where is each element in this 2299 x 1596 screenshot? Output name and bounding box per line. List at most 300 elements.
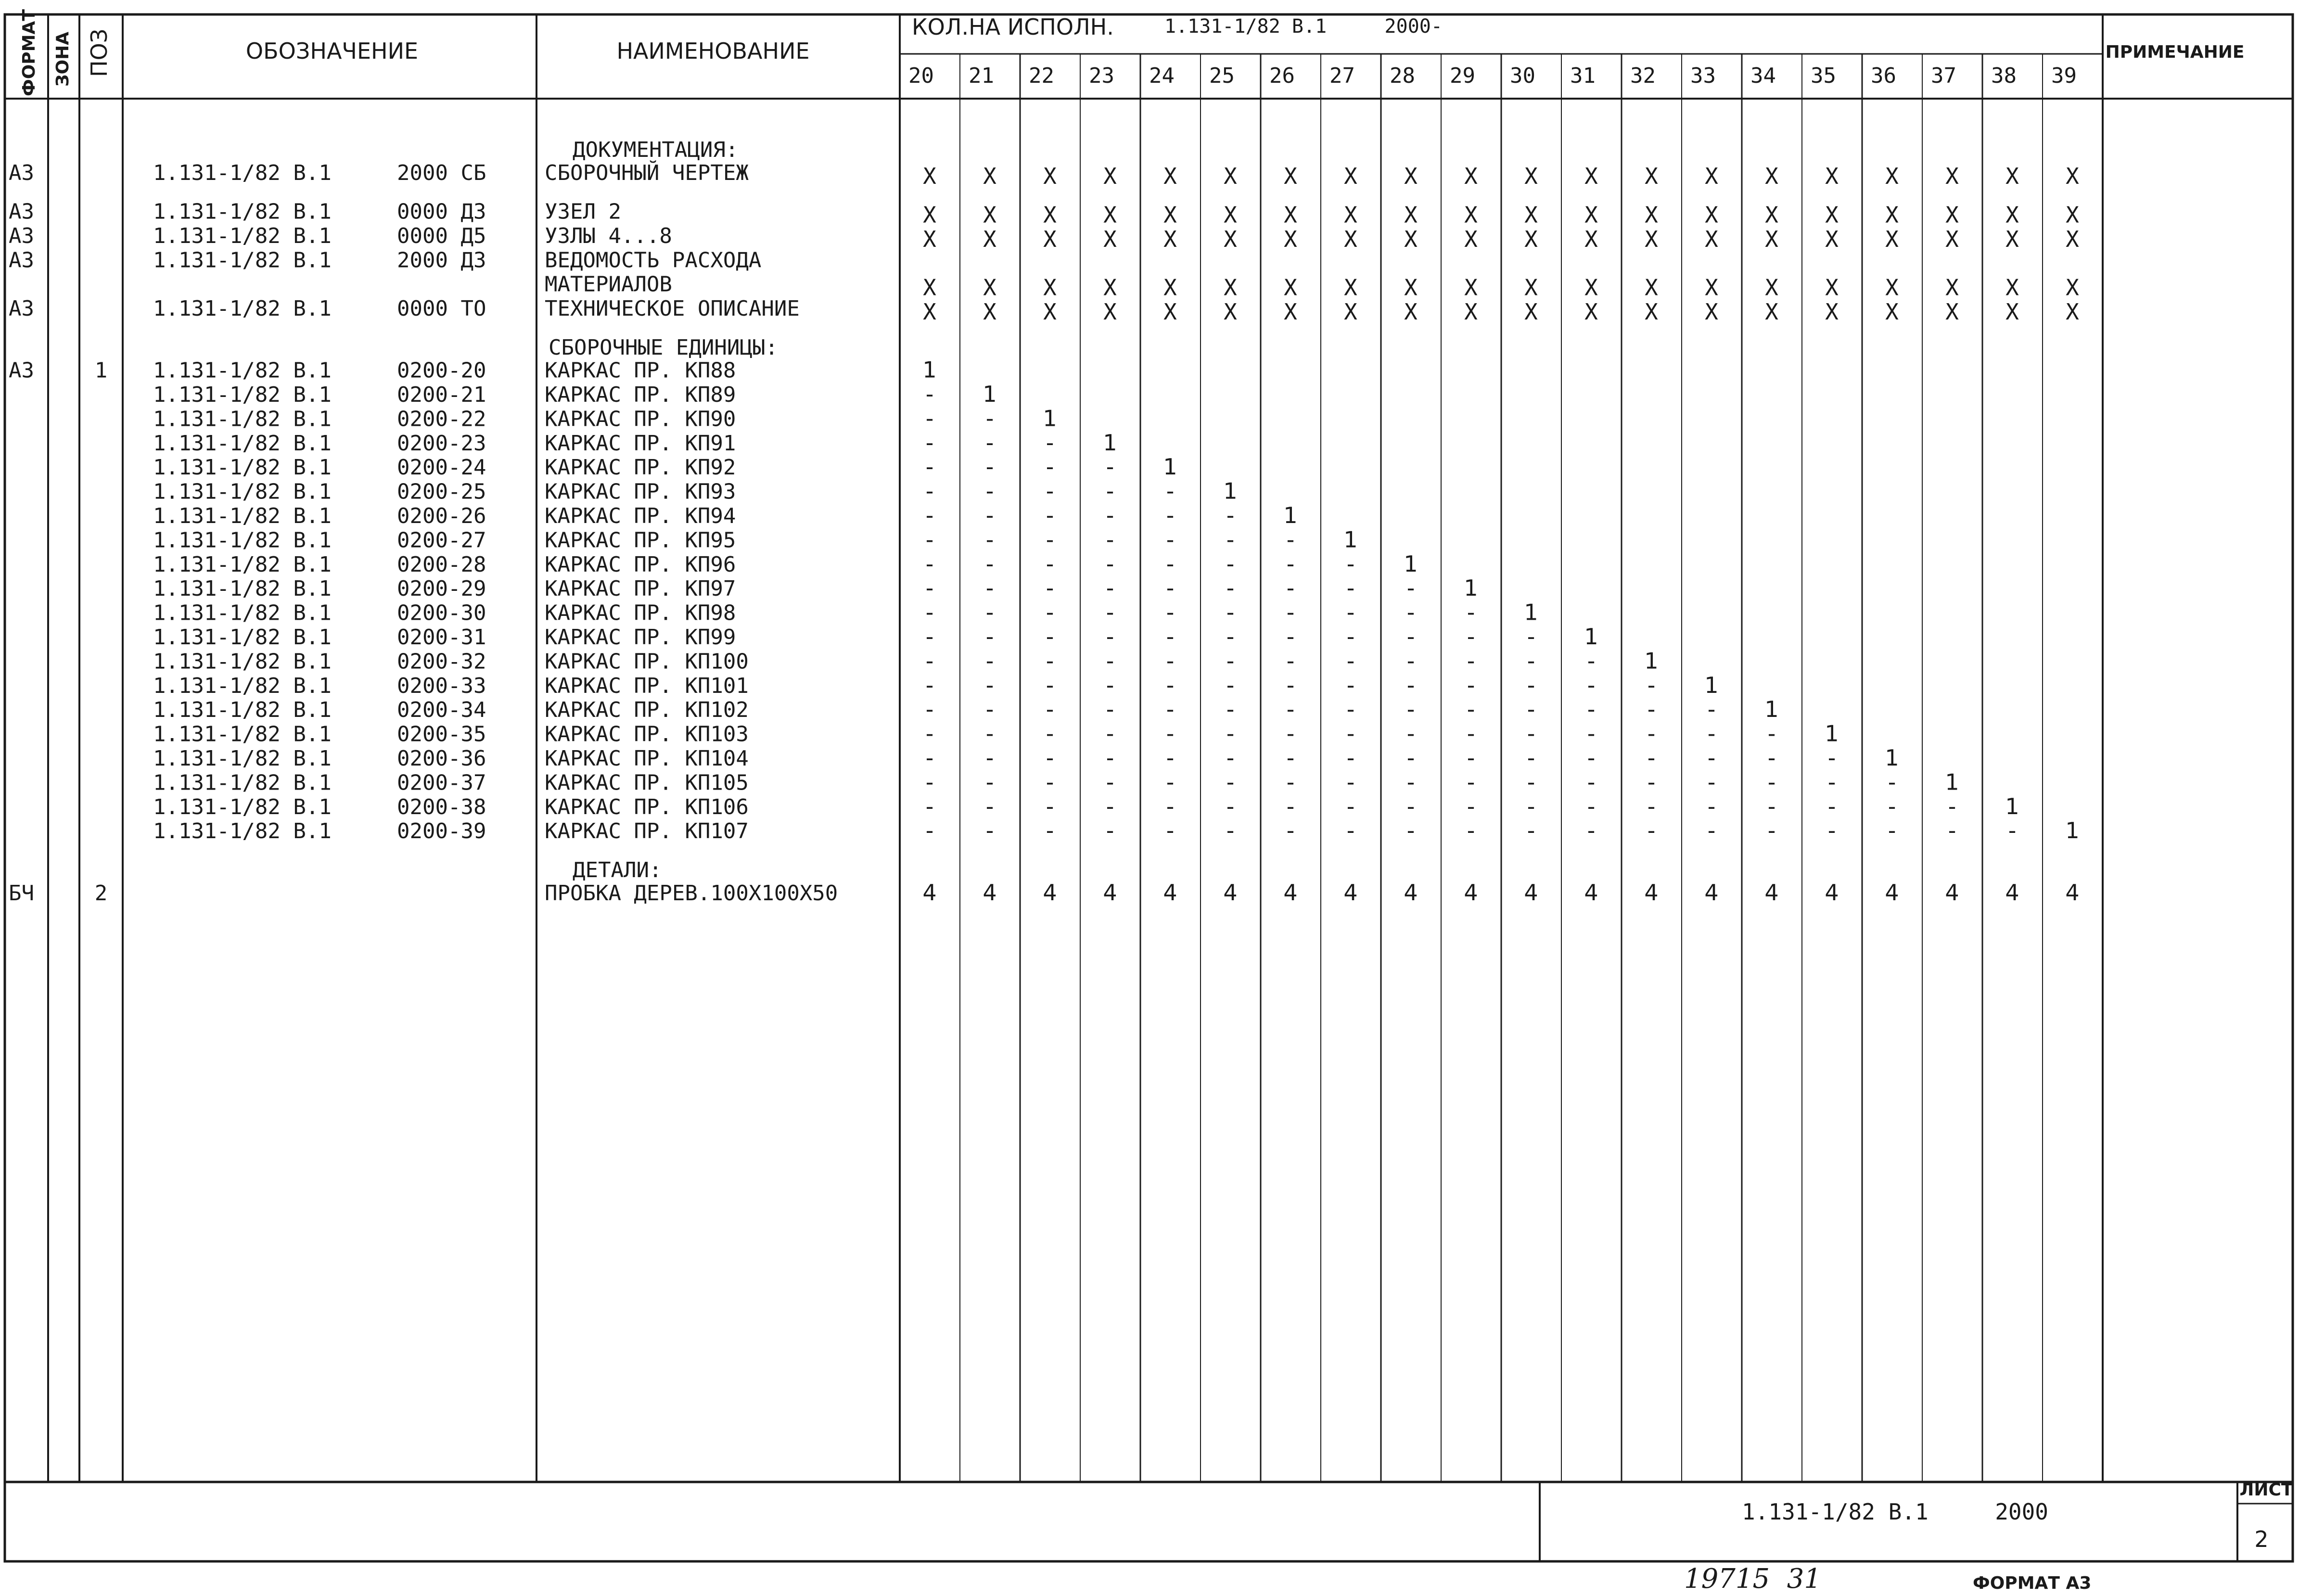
header-note: ПРИМЕЧАНИЕ xyxy=(2105,42,2245,62)
row-designation: 1.131-1/82 В.1 xyxy=(153,296,332,321)
qty-cell: - xyxy=(1226,769,1235,795)
qty-cell: X xyxy=(1645,226,1658,252)
qty-cell: 4 xyxy=(983,879,997,906)
qty-cell: 1 xyxy=(1885,745,1899,771)
qty-cell: - xyxy=(1827,793,1836,819)
row-code: 0200-30 xyxy=(397,600,486,626)
qty-cell: - xyxy=(1406,769,1415,795)
section-heading: СБОРОЧНЫЕ ЕДИНИЦЫ: xyxy=(549,335,778,360)
qty-cell: - xyxy=(1647,769,1656,795)
qty-cell: - xyxy=(1046,526,1054,553)
qty-cell: - xyxy=(1106,793,1114,819)
qty-cell: - xyxy=(1166,745,1175,771)
qty-cell: - xyxy=(1046,793,1054,819)
qty-cell: - xyxy=(1707,720,1716,747)
qty-cell: - xyxy=(985,648,994,674)
qty-cell: 4 xyxy=(1043,879,1057,906)
qty-cell: 4 xyxy=(1584,879,1598,906)
row-code: 0200-38 xyxy=(397,794,486,819)
qty-cell: - xyxy=(1467,672,1475,698)
qty-cell: X xyxy=(1344,202,1357,228)
variant-header: 35 xyxy=(1811,64,1836,88)
qty-cell: X xyxy=(2066,202,2079,228)
qty-cell: X xyxy=(1043,226,1057,252)
qty-cell: X xyxy=(1645,299,1658,325)
qty-cell: - xyxy=(1888,769,1896,795)
qty-cell: X xyxy=(1945,163,1959,189)
row-name: КАРКАС ПР. КП93 xyxy=(545,479,736,504)
qty-cell: - xyxy=(1226,599,1235,626)
qty-cell: 1 xyxy=(1343,526,1358,553)
row-name: КАРКАС ПР. КП99 xyxy=(545,625,736,650)
qty-cell: - xyxy=(985,478,994,504)
qty-cell: X xyxy=(923,299,936,325)
row-code: 0200-23 xyxy=(397,431,486,456)
table-row xyxy=(9,160,2079,189)
qty-cell: X xyxy=(2005,202,2019,228)
qty-cell: - xyxy=(1226,672,1235,698)
qty-cell: - xyxy=(1707,745,1716,771)
qty-cell: - xyxy=(1046,429,1054,456)
qty-cell: 4 xyxy=(1945,879,1959,906)
qty-cell: 4 xyxy=(2065,879,2080,906)
qty-cell: - xyxy=(985,745,994,771)
qty-cell: - xyxy=(1707,817,1716,844)
qty-cell: X xyxy=(1885,202,1899,228)
qty-cell: - xyxy=(1226,720,1235,747)
header-qty-label: КОЛ.НА ИСПОЛН. xyxy=(912,14,1114,40)
qty-cell: 1 xyxy=(1223,478,1238,504)
qty-cell: - xyxy=(1166,720,1175,747)
qty-cell: - xyxy=(1046,502,1054,529)
qty-cell: - xyxy=(925,478,934,504)
qty-cell: - xyxy=(925,502,934,529)
qty-cell: - xyxy=(925,696,934,723)
row-code: 0200-24 xyxy=(397,455,486,480)
qty-cell: - xyxy=(925,648,934,674)
qty-cell: - xyxy=(925,793,934,819)
qty-cell: - xyxy=(1166,550,1175,577)
qty-cell: - xyxy=(1346,599,1355,626)
qty-cell: X xyxy=(1043,163,1057,189)
qty-cell: - xyxy=(1046,817,1054,844)
qty-cell: X xyxy=(2066,299,2079,325)
row-designation: 1.131-1/82 В.1 xyxy=(153,504,332,529)
qty-cell: - xyxy=(1106,745,1114,771)
qty-cell: X xyxy=(1043,202,1057,228)
qty-cell: - xyxy=(1046,745,1054,771)
qty-cell: - xyxy=(1046,696,1054,723)
row-designation: 1.131-1/82 В.1 xyxy=(153,746,332,771)
qty-cell: X xyxy=(1404,299,1418,325)
qty-cell: - xyxy=(1647,696,1656,723)
header-format: ФОРМАТ xyxy=(19,9,39,96)
qty-cell: - xyxy=(925,526,934,553)
qty-cell: 4 xyxy=(1283,879,1298,906)
qty-cell: X xyxy=(1284,226,1297,252)
qty-cell: - xyxy=(1527,769,1535,795)
qty-cell: - xyxy=(1527,793,1535,819)
qty-cell: - xyxy=(1286,648,1295,674)
qty-cell: X xyxy=(923,274,936,301)
qty-cell: - xyxy=(925,720,934,747)
row-name: КАРКАС ПР. КП107 xyxy=(545,819,749,844)
qty-cell: - xyxy=(1406,624,1415,650)
qty-cell: - xyxy=(1406,793,1415,819)
qty-cell: X xyxy=(1344,163,1357,189)
row-name: МАТЕРИАЛОВ xyxy=(545,272,672,297)
qty-cell: - xyxy=(1226,624,1235,650)
row-code: 0200-33 xyxy=(397,673,486,698)
qty-cell: X xyxy=(1765,163,1778,189)
qty-cell: 1 xyxy=(2065,817,2080,844)
row-name: ПРОБКА ДЕРЕВ.100Х100Х50 xyxy=(545,881,838,906)
qty-cell: X xyxy=(1705,226,1718,252)
qty-cell: - xyxy=(1286,550,1295,577)
header-zone: ЗОНА xyxy=(53,31,73,87)
qty-cell: 4 xyxy=(1163,879,1177,906)
qty-cell: - xyxy=(1346,745,1355,771)
variant-header: 34 xyxy=(1750,64,1776,88)
row-pos: 1 xyxy=(94,358,108,383)
variant-header: 31 xyxy=(1570,64,1596,88)
variant-header: 33 xyxy=(1690,64,1716,88)
qty-cell: X xyxy=(1765,226,1778,252)
row-code: 0200-34 xyxy=(397,698,486,723)
qty-cell: - xyxy=(985,672,994,698)
row-code: 0000 Д5 xyxy=(397,223,486,248)
qty-cell: - xyxy=(1527,624,1535,650)
qty-cell: X xyxy=(923,163,936,189)
qty-cell: X xyxy=(1103,226,1117,252)
qty-cell: - xyxy=(1106,720,1114,747)
qty-cell: - xyxy=(1166,478,1175,504)
qty-cell: 1 xyxy=(1584,624,1598,650)
qty-cell: - xyxy=(1106,502,1114,529)
qty-cell: - xyxy=(925,405,934,432)
qty-cell: - xyxy=(1166,526,1175,553)
qty-cell: X xyxy=(1464,163,1478,189)
table-row xyxy=(9,296,2079,325)
qty-cell: X xyxy=(1163,226,1177,252)
qty-cell: 1 xyxy=(983,381,997,408)
qty-cell: - xyxy=(1046,769,1054,795)
variant-header: 22 xyxy=(1029,64,1054,88)
qty-cell: - xyxy=(1587,696,1596,723)
qty-cell: 4 xyxy=(1825,879,1839,906)
qty-cell: - xyxy=(985,550,994,577)
qty-cell: - xyxy=(1166,672,1175,698)
qty-cell: X xyxy=(2005,163,2019,189)
qty-cell: - xyxy=(925,454,934,480)
header-name: НАИМЕНОВАНИЕ xyxy=(616,38,810,64)
row-format: А3 xyxy=(9,223,34,248)
qty-cell: - xyxy=(1767,817,1776,844)
qty-cell: X xyxy=(1765,202,1778,228)
row-name: КАРКАС ПР. КП102 xyxy=(545,698,749,723)
row-designation: 1.131-1/82 В.1 xyxy=(153,223,332,248)
qty-cell: - xyxy=(1467,648,1475,674)
title-sheet-label: ЛИСТ xyxy=(2239,1480,2293,1500)
qty-cell: - xyxy=(1046,648,1054,674)
qty-cell: - xyxy=(1346,696,1355,723)
qty-cell: X xyxy=(1224,163,1237,189)
section-heading: ДЕТАЛИ: xyxy=(573,857,662,882)
row-designation: 1.131-1/82 В.1 xyxy=(153,649,332,674)
qty-cell: - xyxy=(1286,599,1295,626)
qty-cell: X xyxy=(1825,274,1839,301)
row-designation: 1.131-1/82 В.1 xyxy=(153,698,332,723)
row-name: ТЕХНИЧЕСКОЕ ОПИСАНИЕ xyxy=(545,296,800,321)
variant-header: 36 xyxy=(1871,64,1896,88)
section-heading: ДОКУМЕНТАЦИЯ: xyxy=(573,138,739,162)
qty-cell: X xyxy=(1043,299,1057,325)
qty-cell: - xyxy=(1046,624,1054,650)
row-code: 0200-37 xyxy=(397,770,486,795)
qty-cell: X xyxy=(1945,299,1959,325)
qty-cell: - xyxy=(925,672,934,698)
qty-cell: - xyxy=(1406,696,1415,723)
qty-cell: X xyxy=(1404,163,1418,189)
qty-cell: - xyxy=(1286,817,1295,844)
variant-header: 24 xyxy=(1149,64,1175,88)
row-name: КАРКАС ПР. КП98 xyxy=(545,600,736,626)
qty-cell: - xyxy=(1467,720,1475,747)
qty-cell: - xyxy=(1587,817,1596,844)
qty-cell: X xyxy=(1705,274,1718,301)
qty-cell: - xyxy=(1406,745,1415,771)
qty-cell: - xyxy=(985,454,994,480)
qty-cell: - xyxy=(1166,575,1175,601)
qty-cell: X xyxy=(1163,202,1177,228)
row-format: А3 xyxy=(9,248,34,273)
qty-cell: - xyxy=(2008,817,2017,844)
row-code: 0200-32 xyxy=(397,649,486,674)
qty-cell: X xyxy=(1163,163,1177,189)
row-name: КАРКАС ПР. КП91 xyxy=(545,431,736,456)
row-code: 0000 Д3 xyxy=(397,199,486,224)
qty-cell: - xyxy=(985,769,994,795)
variant-header: 38 xyxy=(1991,64,2017,88)
header-qty-code: 1.131-1/82 В.1 2000- xyxy=(1164,15,1443,38)
qty-cell: - xyxy=(925,624,934,650)
qty-cell: - xyxy=(1827,769,1836,795)
row-name: КАРКАС ПР. КП96 xyxy=(545,552,736,577)
qty-cell: - xyxy=(1346,817,1355,844)
qty-cell: - xyxy=(1467,624,1475,650)
qty-cell: X xyxy=(983,163,996,189)
qty-cell: - xyxy=(1767,720,1776,747)
qty-cell: - xyxy=(1587,745,1596,771)
qty-cell: X xyxy=(1945,274,1959,301)
qty-cell: - xyxy=(1707,793,1716,819)
qty-cell: 4 xyxy=(1343,879,1358,906)
qty-cell: - xyxy=(925,550,934,577)
qty-cell: X xyxy=(1705,202,1718,228)
qty-cell: X xyxy=(1344,274,1357,301)
row-code: 0200-27 xyxy=(397,528,486,553)
variant-header: 25 xyxy=(1209,64,1235,88)
qty-cell: X xyxy=(2066,163,2079,189)
qty-cell: X xyxy=(1825,226,1839,252)
footer-format-label: ФОРМАТ А3 xyxy=(1973,1573,2092,1593)
qty-cell: - xyxy=(985,817,994,844)
qty-cell: - xyxy=(1166,624,1175,650)
qty-cell: X xyxy=(1404,202,1418,228)
qty-cell: - xyxy=(1046,550,1054,577)
qty-cell: X xyxy=(923,226,936,252)
qty-cell: X xyxy=(1705,163,1718,189)
variant-header: 39 xyxy=(2051,64,2077,88)
qty-cell: X xyxy=(983,202,996,228)
qty-cell: - xyxy=(1647,720,1656,747)
variant-header: 30 xyxy=(1510,64,1535,88)
qty-cell: - xyxy=(1587,672,1596,698)
row-designation: 1.131-1/82 В.1 xyxy=(153,248,332,273)
qty-cell: - xyxy=(1046,478,1054,504)
row-designation: 1.131-1/82 В.1 xyxy=(153,358,332,383)
qty-cell: X xyxy=(1103,202,1117,228)
qty-cell: - xyxy=(1106,575,1114,601)
qty-cell: X xyxy=(1524,299,1538,325)
qty-cell: - xyxy=(1587,720,1596,747)
qty-cell: X xyxy=(1464,202,1478,228)
qty-cell: 1 xyxy=(1464,575,1478,601)
qty-cell: X xyxy=(1224,226,1237,252)
qty-cell: X xyxy=(1344,299,1357,325)
variant-header: 21 xyxy=(969,64,994,88)
qty-cell: - xyxy=(1587,769,1596,795)
variant-header: 29 xyxy=(1450,64,1475,88)
qty-cell: - xyxy=(1046,672,1054,698)
qty-cell: 4 xyxy=(1764,879,1779,906)
variant-header: 32 xyxy=(1630,64,1656,88)
title-sheet-number: 2 xyxy=(2254,1526,2269,1552)
qty-cell: - xyxy=(925,575,934,601)
qty-cell: X xyxy=(2005,226,2019,252)
qty-cell: - xyxy=(985,793,994,819)
qty-cell: X xyxy=(1885,163,1899,189)
qty-cell: - xyxy=(1226,817,1235,844)
qty-cell: - xyxy=(1166,696,1175,723)
qty-cell: - xyxy=(1286,745,1295,771)
qty-cell: X xyxy=(1404,226,1418,252)
qty-cell: - xyxy=(1106,624,1114,650)
qty-cell: X xyxy=(983,226,996,252)
row-designation: 1.131-1/82 В.1 xyxy=(153,199,332,224)
qty-cell: - xyxy=(1467,696,1475,723)
qty-cell: - xyxy=(1286,526,1295,553)
qty-cell: - xyxy=(1106,817,1114,844)
qty-cell: - xyxy=(1046,575,1054,601)
qty-cell: X xyxy=(1584,163,1598,189)
qty-cell: - xyxy=(985,575,994,601)
footer-handwritten: 19715 31 xyxy=(1684,1563,1822,1595)
qty-cell: - xyxy=(1587,648,1596,674)
row-name: КАРКАС ПР. КП106 xyxy=(545,794,749,819)
qty-cell: X xyxy=(1945,202,1959,228)
row-name: КАРКАС ПР. КП104 xyxy=(545,746,749,771)
qty-cell: X xyxy=(1765,274,1778,301)
row-name: КАРКАС ПР. КП90 xyxy=(545,407,736,432)
qty-cell: - xyxy=(1406,648,1415,674)
qty-cell: - xyxy=(1587,793,1596,819)
qty-cell: - xyxy=(1767,793,1776,819)
variant-header: 20 xyxy=(908,64,934,88)
row-designation: 1.131-1/82 В.1 xyxy=(153,552,332,577)
row-code: 0200-28 xyxy=(397,552,486,577)
qty-cell: X xyxy=(1284,163,1297,189)
row-code: 2000 Д3 xyxy=(397,248,486,273)
qty-cell: X xyxy=(1945,226,1959,252)
row-code: 0200-29 xyxy=(397,576,486,601)
qty-cell: X xyxy=(1043,274,1057,301)
row-code: 2000 СБ xyxy=(397,160,486,185)
variant-header: 23 xyxy=(1089,64,1114,88)
row-code: 0000 ТО xyxy=(397,296,486,321)
row-code: 0200-36 xyxy=(397,746,486,771)
qty-cell: 4 xyxy=(1524,879,1538,906)
header-pos: ПОЗ xyxy=(86,28,112,77)
qty-cell: - xyxy=(1707,769,1716,795)
qty-cell: X xyxy=(1645,163,1658,189)
qty-cell: X xyxy=(1524,202,1538,228)
qty-cell: - xyxy=(1406,599,1415,626)
qty-cell: - xyxy=(985,429,994,456)
qty-cell: - xyxy=(1226,745,1235,771)
row-name: КАРКАС ПР. КП105 xyxy=(545,770,749,795)
qty-cell: - xyxy=(1226,793,1235,819)
row-format: А3 xyxy=(9,199,34,224)
qty-cell: - xyxy=(925,381,934,408)
row-name: КАРКАС ПР. КП94 xyxy=(545,504,736,529)
qty-cell: 1 xyxy=(1524,599,1538,626)
qty-cell: - xyxy=(1888,817,1896,844)
qty-cell: - xyxy=(1166,502,1175,529)
row-designation: 1.131-1/82 В.1 xyxy=(153,819,332,844)
qty-cell: X xyxy=(2005,274,2019,301)
qty-cell: X xyxy=(1284,299,1297,325)
qty-cell: 1 xyxy=(1404,550,1418,577)
qty-cell: - xyxy=(1406,575,1415,601)
row-name: КАРКАС ПР. КП101 xyxy=(545,673,749,698)
qty-cell: - xyxy=(1467,769,1475,795)
row-format: А3 xyxy=(9,358,34,383)
qty-cell: - xyxy=(1106,526,1114,553)
row-code: 0200-31 xyxy=(397,625,486,650)
variant-header: 26 xyxy=(1269,64,1295,88)
qty-cell: X xyxy=(983,299,996,325)
qty-cell: - xyxy=(1647,793,1656,819)
qty-cell: 1 xyxy=(1704,672,1719,698)
qty-cell: X xyxy=(1224,299,1237,325)
qty-cell: X xyxy=(1584,226,1598,252)
qty-cell: - xyxy=(1046,454,1054,480)
qty-cell: X xyxy=(1524,163,1538,189)
qty-cell: - xyxy=(1346,720,1355,747)
row-format: БЧ xyxy=(9,881,34,906)
row-designation: 1.131-1/82 В.1 xyxy=(153,455,332,480)
qty-cell: - xyxy=(1767,769,1776,795)
qty-cell: - xyxy=(1106,550,1114,577)
qty-cell: - xyxy=(1286,696,1295,723)
row-name: КАРКАС ПР. КП92 xyxy=(545,455,736,480)
qty-cell: X xyxy=(1524,274,1538,301)
qty-cell: - xyxy=(925,745,934,771)
row-name: КАРКАС ПР. КП89 xyxy=(545,383,736,408)
qty-cell: - xyxy=(985,696,994,723)
qty-cell: - xyxy=(925,599,934,626)
